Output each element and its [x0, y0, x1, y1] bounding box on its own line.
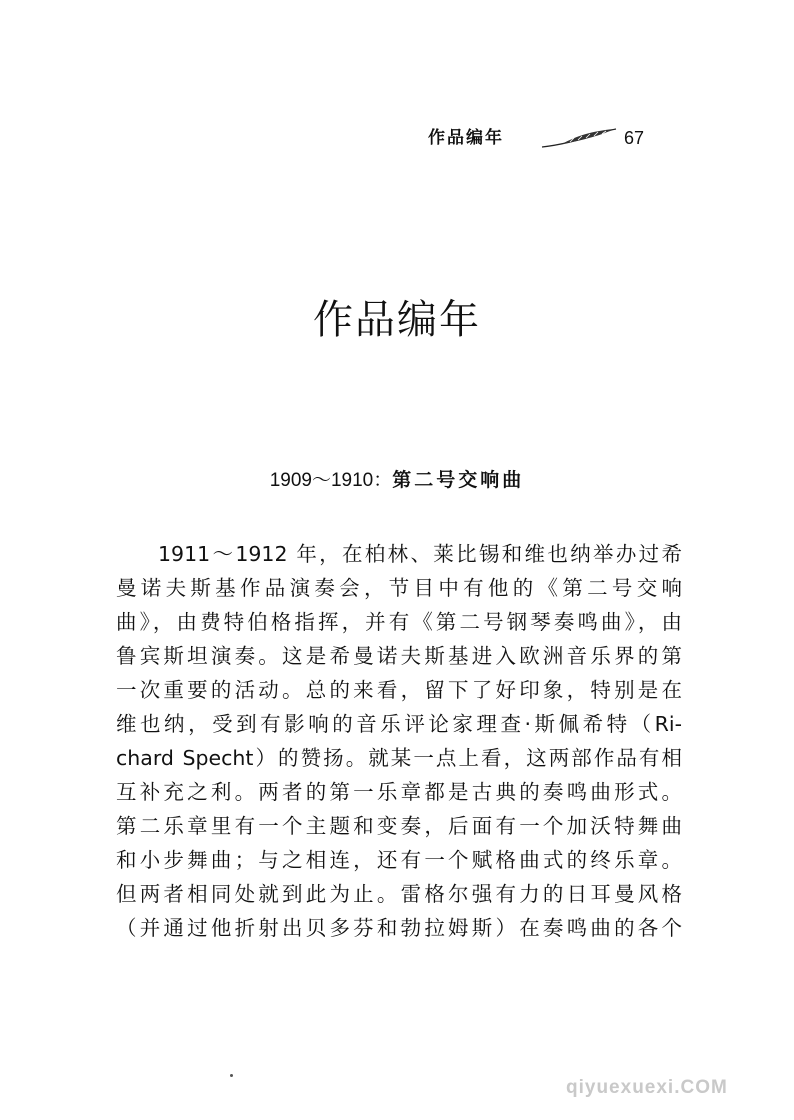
page-number: 67 [624, 128, 645, 148]
header-title: 作品编年 [428, 128, 504, 148]
chapter-title: 作品编年 [313, 297, 481, 343]
scan-speck [230, 1074, 233, 1077]
section-years: 1909～1910： [269, 470, 393, 491]
body-line: 曼诺夫斯基作品演奏会，节目中有他的《第二号交响 [116, 576, 682, 600]
body-line: 1911～1912 年，在柏林、莱比锡和维也纳举办过希 [158, 542, 682, 566]
body-line: 一次重要的活动。总的来看，留下了好印象，特别是在 [116, 678, 682, 702]
body-line: 和小步舞曲；与之相连，还有一个赋格曲式的终乐章。 [116, 848, 682, 872]
body-line: 曲》，由费特伯格指挥，并有《第二号钢琴奏鸣曲》，由 [116, 610, 682, 634]
running-header [428, 124, 658, 154]
body-paragraph [116, 537, 682, 945]
body-line: chard Specht）的赞扬。就某一点上看，这两部作品有相 [116, 746, 682, 770]
body-line: （并通过他折射出贝多芬和勃拉姆斯）在奏鸣曲的各个 [116, 916, 682, 940]
feather-ornament-icon [540, 128, 618, 150]
body-line: 维也纳，受到有影响的音乐评论家理查·斯佩希特（Ri- [116, 712, 682, 736]
section-title: 第二号交响曲 [392, 469, 525, 491]
body-line: 鲁宾斯坦演奏。这是希曼诺夫斯基进入欧洲音乐界的第 [116, 644, 682, 668]
section-heading [0, 465, 794, 496]
body-line: 但两者相同处就到此为止。雷格尔强有力的日耳曼风格 [116, 882, 682, 906]
body-line: 互补充之利。两者的第一乐章都是古典的奏鸣曲形式。 [116, 780, 682, 804]
watermark-text: qiyuexuexi.COM [566, 1077, 728, 1098]
body-line: 第二乐章里有一个主题和变奏，后面有一个加沃特舞曲 [116, 814, 682, 838]
